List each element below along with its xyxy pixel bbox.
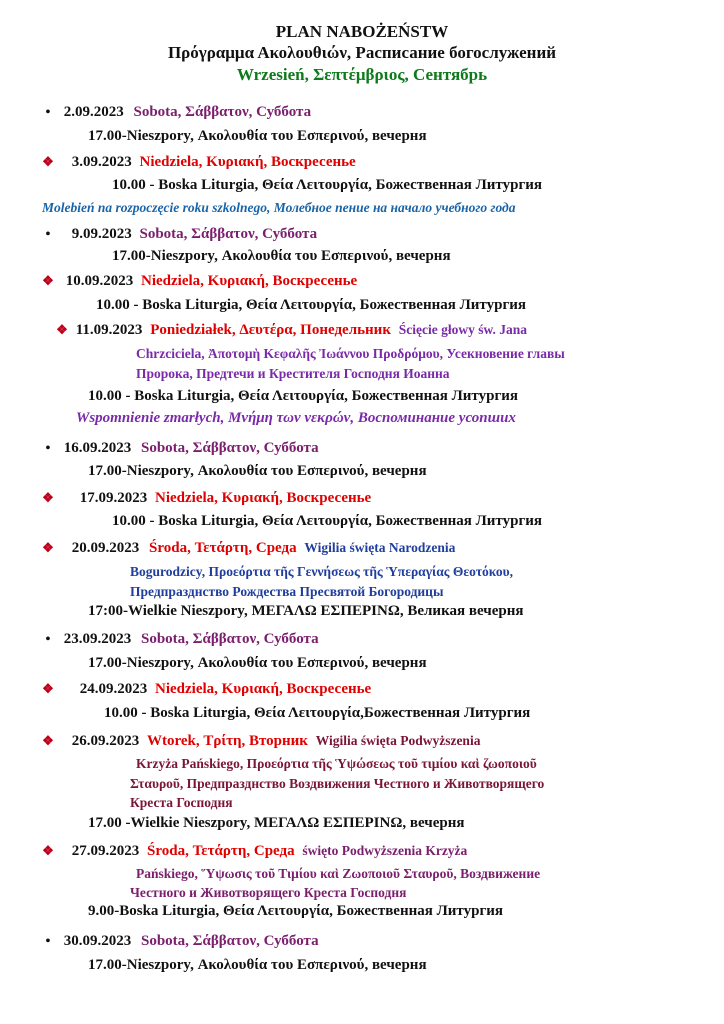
- entry-service: 17.00-Nieszpory, Ακολουθία του Εσπερινού, вечерня: [112, 248, 451, 264]
- entry-day: Niedziela, Κυριακή, Воскресенье: [139, 154, 356, 170]
- entry-feast: święto Podwyższenia Krzyża: [302, 843, 468, 858]
- entry-23-09: [42, 631, 319, 648]
- entry-17-09: [42, 490, 371, 507]
- bullet-diamond-icon: ❖: [42, 540, 54, 555]
- entry-date: 23.09.2023: [63, 631, 132, 647]
- entry-date: 17.09.2023: [79, 490, 148, 506]
- bullet-diamond-icon: ❖: [42, 733, 54, 748]
- entry-day: Poniedziałek, Δευτέρα, Понедельник: [150, 322, 391, 338]
- entry-10-09: [42, 273, 357, 290]
- entry-service: 17.00-Nieszpory, Ακολουθία του Εσπερινού, вечерня: [88, 463, 427, 479]
- entry-2-09: [42, 104, 311, 121]
- entry-feast: Ścięcie głowy św. Jana: [398, 322, 527, 337]
- entry-date: 26.09.2023: [71, 733, 140, 749]
- entry-30-09: [42, 933, 319, 950]
- entry-day: Sobota, Σάββατον, Суббота: [141, 631, 319, 647]
- page-subtitle: Πρόγραμμα Ακολουθιών, Расписание богослужений: [167, 43, 557, 62]
- entry-date: 24.09.2023: [79, 681, 148, 697]
- entry-day: Sobota, Σάββατον, Суббота: [133, 104, 312, 120]
- bullet-dot-icon: •: [45, 632, 51, 647]
- entry-service: 10.00 - Boska Liturgia, Θεία Λειτουργία, Божественная Литургия: [112, 513, 543, 529]
- entry-11-09: [56, 322, 527, 339]
- entry-date: 10.09.2023: [65, 273, 134, 289]
- entry-service: 10.00 - Boska Liturgia, Θεία Λειτουργία, Божественная Литургия: [112, 177, 543, 193]
- entry-service: 10.00 - Boska Liturgia, Θεία Λειτουργία, Божественная Литургия: [88, 388, 519, 404]
- bullet-dot-icon: •: [45, 105, 51, 120]
- entry-24-09: [42, 681, 371, 698]
- bullet-dot-icon: •: [45, 441, 51, 456]
- entry-feast: Wigilia święta Narodzenia: [304, 540, 456, 555]
- entry-date: 2.09.2023: [63, 104, 124, 120]
- entry-service: 9.00-Boska Liturgia, Θεία Λειτουργία, Божественная Литургия: [88, 903, 504, 919]
- entry-day: Sobota, Σάββατον, Суббота: [139, 226, 318, 242]
- bullet-diamond-icon: ❖: [42, 273, 54, 288]
- entry-date: 27.09.2023: [71, 843, 140, 859]
- entry-service: 17.00-Nieszpory, Ακολουθία του Εσπερινού, вечерня: [88, 957, 427, 973]
- entry-feast: Предпразднство Рождества Пресвятой Богородицы: [130, 584, 444, 599]
- entry-day: Niedziela, Κυριακή, Воскресенье: [155, 681, 372, 697]
- bullet-diamond-icon: ❖: [42, 490, 54, 505]
- entry-day: Niedziela, Κυριακή, Воскресенье: [141, 273, 358, 289]
- page-title: PLAN NABOŻEŃSTW: [275, 22, 449, 41]
- bullet-diamond-icon: ❖: [42, 843, 54, 858]
- month-heading: Wrzesień, Σεπτέμβριος, Сентябрь: [236, 65, 488, 84]
- entry-day: Środa, Τετάρτη, Среда: [147, 843, 295, 859]
- entry-note: Wspomnienie zmarłych, Μνήμη των νεκρών, Воспоминание усопших: [76, 410, 516, 426]
- bullet-dot-icon: •: [45, 227, 51, 242]
- entry-service: 10.00 - Boska Liturgia, Θεία Λειτουργία,Божественная Литургия: [104, 705, 531, 721]
- entry-note: Molebień na rozpoczęcie roku szkolnego, Молебное пение на начало учебного года: [42, 200, 516, 215]
- entry-day: Wtorek, Τρίτη, Вторник: [147, 733, 308, 749]
- entry-day: Niedziela, Κυριακή, Воскресенье: [155, 490, 372, 506]
- entry-feast: Chrzciciela, Ἀποτομὴ Κεφαλῆς Ἰωάννου Προδρόμου, Усекновение главы: [136, 346, 565, 361]
- entry-feast: Krzyża Pańskiego, Προεόρτια τῆς Ὑψώσεως τοῦ τιμίου καὶ ζωοποιοῦ: [136, 756, 537, 771]
- bullet-dot-icon: •: [45, 934, 51, 949]
- entry-service: 17:00-Wielkie Nieszpory, ΜΕΓΑΛΩ ΕΣΠΕΡΙΝΩ, Великая вечерня: [88, 603, 524, 619]
- entry-service: 10.00 - Boska Liturgia, Θεία Λειτουργία, Божественная Литургия: [96, 297, 527, 313]
- entry-day: Sobota, Σάββατον, Суббота: [141, 933, 319, 949]
- entry-3-09: [42, 154, 356, 171]
- entry-date: 20.09.2023: [71, 540, 140, 556]
- entry-service: 17.00-Nieszpory, Ακολουθία του Εσπερινού, вечерня: [88, 655, 427, 671]
- entry-feast: Wigilia święta Podwyższenia: [315, 733, 481, 748]
- entry-service: 17.00 -Wielkie Nieszpory, ΜΕΓΑΛΩ ΕΣΠΕΡΙΝΩ, вечерня: [88, 815, 465, 831]
- entry-feast: Pańskiego, Ὕψωσις τοῦ Τιμίου καὶ Ζωοποιοῦ Σταυροῦ, Воздвижение: [136, 866, 541, 881]
- entry-day: Sobota, Σάββατον, Суббота: [141, 440, 319, 456]
- entry-service: 17.00-Nieszpory, Ακολουθία του Εσπερινού, вечерня: [88, 128, 427, 144]
- entry-day: Środa, Τετάρτη, Среда: [149, 540, 297, 556]
- entry-date: 11.09.2023: [75, 322, 143, 338]
- bullet-diamond-icon: ❖: [42, 154, 54, 169]
- bullet-diamond-icon: ❖: [42, 681, 54, 696]
- entry-date: 30.09.2023: [63, 933, 132, 949]
- entry-date: 9.09.2023: [71, 226, 132, 242]
- entry-feast: Креста Господня: [130, 795, 233, 810]
- entry-feast: Честного и Животворящего Креста Господня: [130, 885, 407, 900]
- entry-feast: Bogurodzicy, Προεόρτια τῆς Γεννήσεως τῆς Ὑπεραγίας Θεοτόκου,: [130, 564, 514, 579]
- entry-20-09: [42, 540, 455, 557]
- entry-feast: Σταυροῦ, Предпразднство Воздвижения Честного и Животворящего: [130, 776, 545, 791]
- bullet-diamond-icon: ❖: [56, 322, 68, 337]
- entry-feast: Пророка, Предтечи и Крестителя Господня Иоанна: [136, 366, 450, 381]
- entry-date: 3.09.2023: [71, 154, 132, 170]
- entry-date: 16.09.2023: [63, 440, 132, 456]
- entry-16-09: [42, 440, 319, 457]
- entry-9-09: [42, 226, 317, 243]
- entry-27-09: [42, 843, 467, 860]
- entry-26-09: [42, 733, 480, 750]
